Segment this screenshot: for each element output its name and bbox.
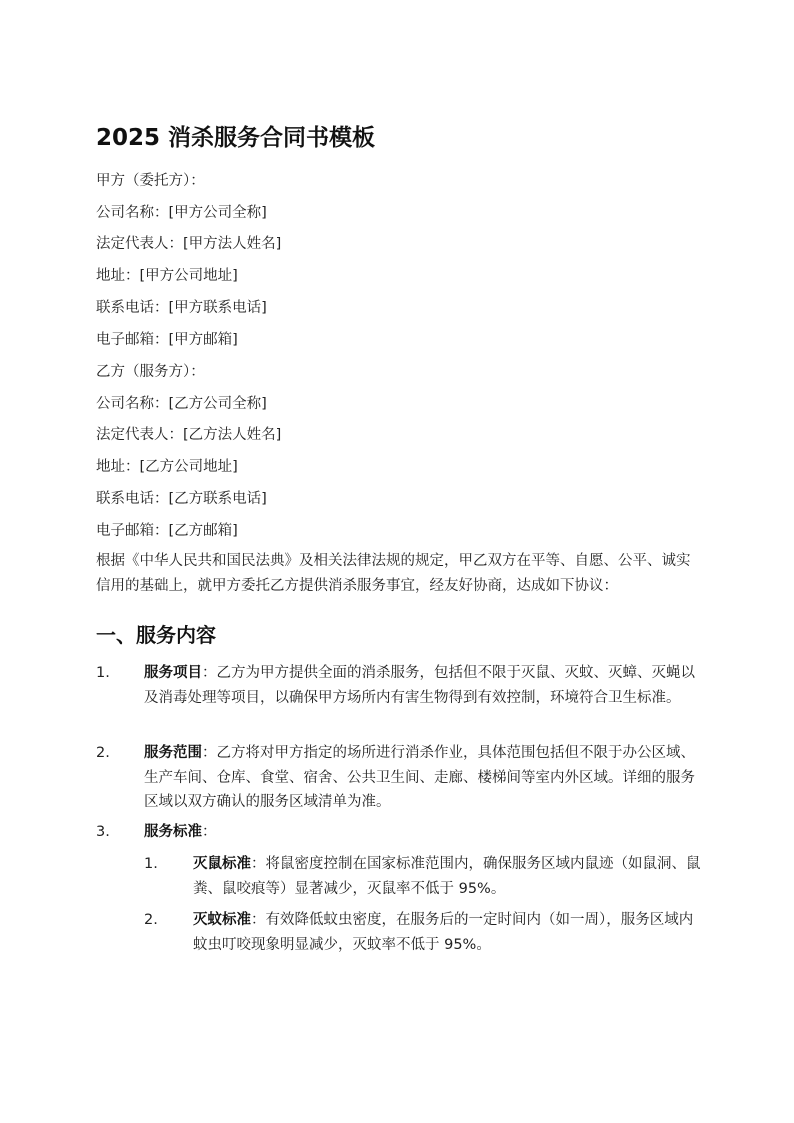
sub-list-item-text: ：将鼠密度控制在国家标准范围内，确保服务区域内鼠迹（如鼠洞、鼠粪、鼠咬痕等）显著减少，灭鼠率不低于 95%。 [193,856,701,897]
sub-list-item-number: 1. [144,856,158,872]
party-a-company: 公司名称：[甲方公司全称] [96,205,267,221]
list-item-number: 3. [96,824,110,840]
party-b-address: 地址：[乙方公司地址] [96,459,238,475]
party-a-heading: 甲方（委托方）： [96,173,205,189]
list-item-label: 服务项目 [144,665,202,681]
list-item-label: 服务范围 [144,745,202,761]
sub-list-item-number: 2. [144,912,158,928]
list-item-body [144,741,702,815]
party-a-phone: 联系电话：[甲方联系电话] [96,300,267,316]
list-item-text: ：乙方将对甲方指定的场所进行消杀作业，具体范围包括但不限于办公区域、生产车间、仓库、食堂、宿舍、公共卫生间、走廊、楼梯间等室内外区域。详细的服务区域以双方确认的服务区域清单为准。 [144,745,695,810]
party-b-email: 电子邮箱：[乙方邮箱] [96,523,238,539]
document-title: 2025 消杀服务合同书模板 [96,125,376,151]
party-b-heading: 乙方（服务方）： [96,364,205,380]
party-b-representative: 法定代表人：[乙方法人姓名] [96,427,282,443]
list-item-number: 2. [96,745,110,761]
section-heading-service-content: 一、服务内容 [96,623,216,647]
sub-list-item-label: 灭蚊标准 [193,912,251,928]
list-item-label: 服务标准 [144,824,202,840]
list-item-text: ：乙方为甲方提供全面的消杀服务，包括但不限于灭鼠、灭蚊、灭蟑、灭蝇以及消毒处理等项目，以确保甲方场所内有害生物得到有效控制，环境符合卫生标准。 [144,665,695,706]
party-b-phone: 联系电话：[乙方联系电话] [96,491,267,507]
sub-list-item-label: 灭鼠标准 [193,856,251,872]
party-a-email: 电子邮箱：[甲方邮箱] [96,332,238,348]
list-item-body [144,661,702,710]
list-item-body [144,820,702,845]
party-b-company: 公司名称：[乙方公司全称] [96,396,267,412]
sub-list-item-body [193,852,702,901]
list-item-text: ： [202,824,217,840]
intro-paragraph: 根据《中华人民共和国民法典》及相关法律法规的规定，甲乙双方在平等、自愿、公平、诚实信用的基础上，就甲方委托乙方提供消杀服务事宜，经友好协商，达成如下协议： [96,553,691,594]
list-item-number: 1. [96,665,110,681]
party-a-address: 地址：[甲方公司地址] [96,268,238,284]
sub-list-item-body [193,908,702,957]
sub-list-item-text: ：有效降低蚊虫密度，在服务后的一定时间内（如一周），服务区域内蚊虫叮咬现象明显减少，灭蚊率不低于 95%。 [193,912,694,953]
party-a-representative: 法定代表人：[甲方法人姓名] [96,236,282,252]
